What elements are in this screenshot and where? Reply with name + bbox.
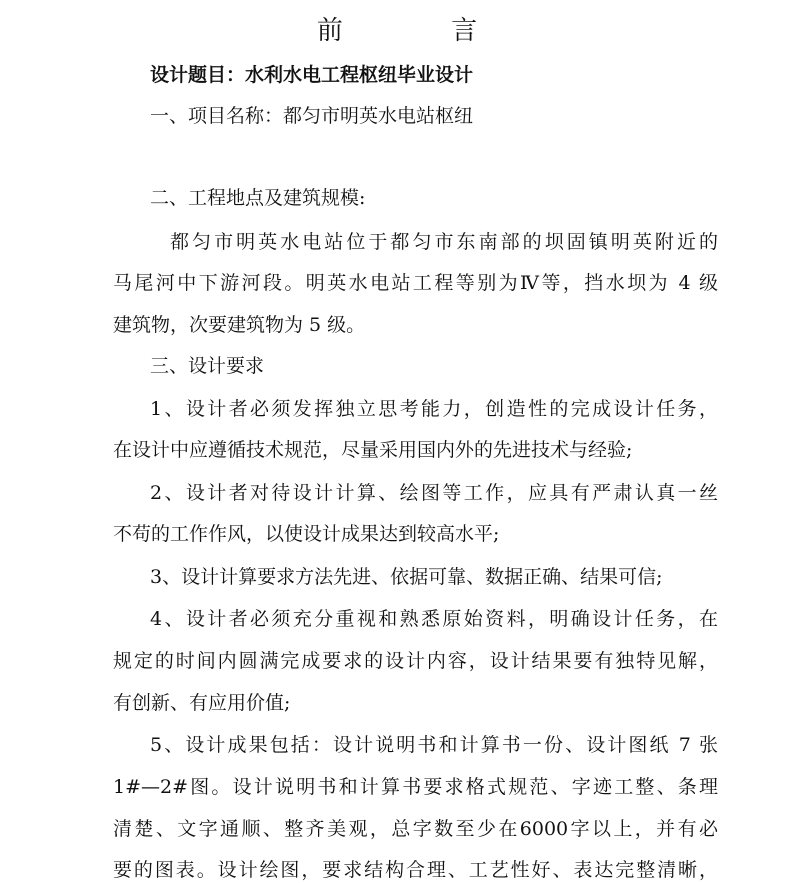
requirement-item-line: 1#—2#图。设计说明书和计算书要求格式规范、字迹工整、条理 <box>113 776 718 798</box>
section-project-name: 一、项目名称：都匀市明英水电站枢纽 <box>150 105 474 127</box>
requirement-item-line: 要的图表。设计绘图，要求结构合理、工艺性好、表达完整清晰， <box>113 859 718 881</box>
requirement-item-line: 有创新、有应用价值; <box>113 692 291 714</box>
requirement-item-line: 在设计中应遵循技术规范，尽量采用国内外的先进技术与经验; <box>113 439 633 461</box>
requirement-item-line: 3、设计计算要求方法先进、依据可靠、数据正确、结果可信; <box>150 566 663 588</box>
subject-line: 设计题目：水利水电工程枢纽毕业设计 <box>150 64 474 86</box>
requirement-item-line: 2、设计者对待设计计算、绘图等工作，应具有严肃认真一丝 <box>150 482 718 504</box>
requirement-item-line: 清楚、文字通顺、整齐美观，总字数至少在6000字以上，并有必 <box>113 818 718 840</box>
page-title: 前 言 <box>316 16 528 46</box>
requirement-item-line: 4、设计者必须充分重视和熟悉原始资料，明确设计任务，在 <box>150 608 718 630</box>
requirement-item-line: 5、设计成果包括：设计说明书和计算书一份、设计图纸 7 张 <box>150 734 718 756</box>
section-requirements-heading: 三、设计要求 <box>150 355 265 377</box>
location-paragraph-line: 都匀市明英水电站位于都匀市东南部的坝固镇明英附近的 <box>170 231 718 253</box>
location-paragraph-line: 马尾河中下游河段。明英水电站工程等别为Ⅳ等，挡水坝为 4 级 <box>113 272 718 294</box>
requirement-item-line: 1、设计者必须发挥独立思考能力，创造性的完成设计任务， <box>150 398 718 420</box>
section-location-heading: 二、工程地点及建筑规模: <box>150 187 366 209</box>
location-paragraph-line: 建筑物，次要建筑物为 5 级。 <box>113 314 366 336</box>
requirement-item-line: 规定的时间内圆满完成要求的设计内容，设计结果要有独特见解， <box>113 650 718 672</box>
requirement-item-line: 不苟的工作作风，以使设计成果达到较高水平; <box>113 523 500 545</box>
